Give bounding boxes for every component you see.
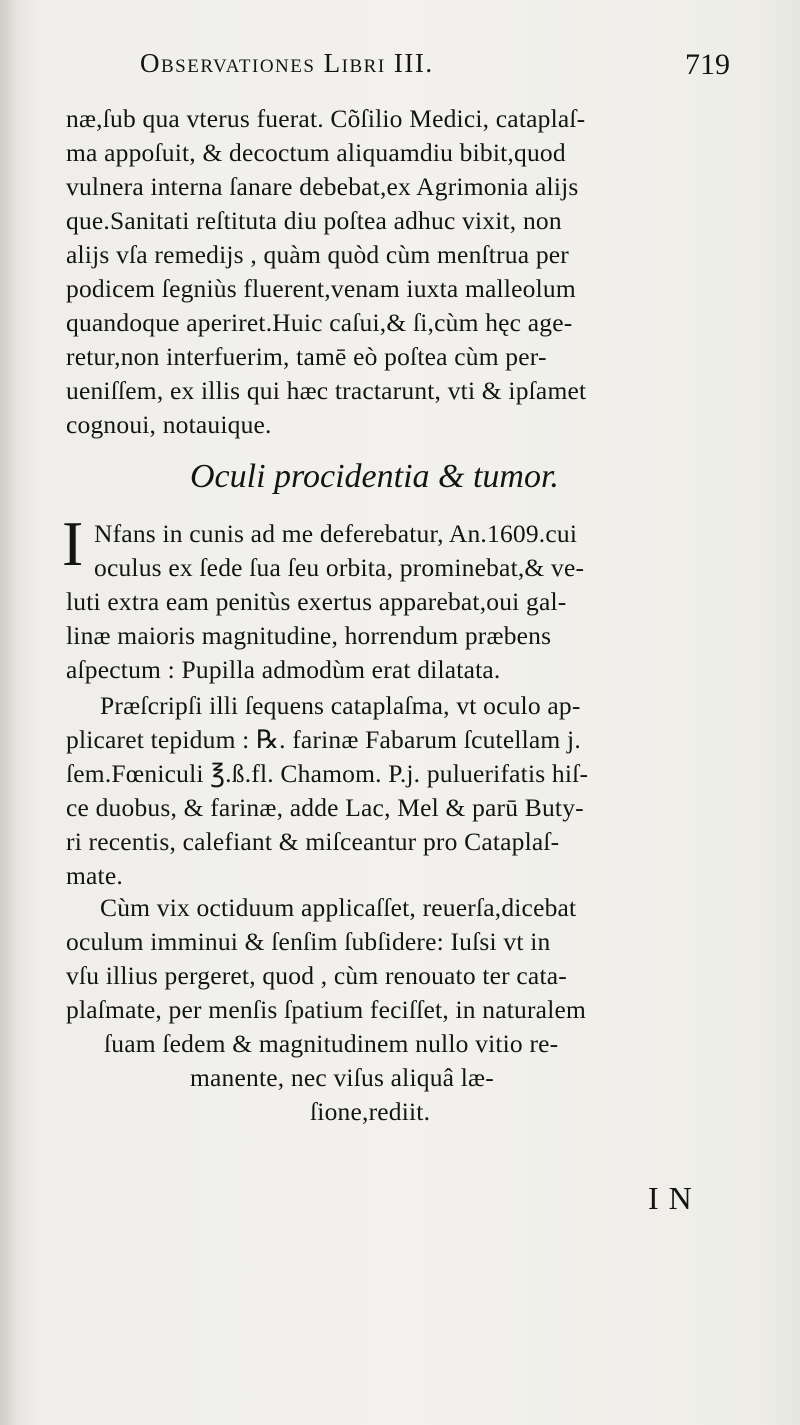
text-line: ma appoſuit, & decoctum aliquamdiu bibit,quod: [66, 138, 566, 167]
page-gutter-shadow: [0, 0, 18, 1425]
text-line: Nfans in cunis ad me deferebatur, An.1609.cui: [94, 519, 578, 548]
text-line: luti extra eam penitùs exertus apparebat,oui gal-: [66, 587, 567, 616]
text-line: Præſcripſi illi ſequens cataplaſma, vt oculo ap-: [100, 691, 581, 720]
text-line: linæ maioris magnitudine, horrendum præbens: [66, 621, 552, 650]
text-line: vulnera interna ſanare debebat,ex Agrimonia alijs: [66, 172, 579, 201]
text-line: ſione,rediit.: [310, 1097, 431, 1126]
catchword: IN: [648, 1180, 702, 1216]
text-line: retur,non interfuerim, tamē eò poſtea cùm per-: [66, 342, 547, 371]
text-line: ueniſſem, ex illis qui hæc tractarunt, vti & ipſamet: [66, 376, 587, 405]
text-line: plicaret tepidum : ℞. farinæ Fabarum ſcutellam j.: [66, 725, 581, 754]
page-number: 719: [685, 48, 730, 81]
text-line: aſpectum : Pupilla admodùm erat dilatata.: [66, 655, 501, 684]
text-line: mate.: [66, 861, 123, 890]
text-line: podicem ſegniùs fluerent,venam iuxta malleolum: [66, 274, 576, 303]
text-line: oculum imminui & ſenſim ſubſidere: Iuſsi vt in: [66, 927, 551, 956]
drop-initial: I: [62, 508, 84, 579]
text-line: oculus ex ſede ſua ſeu orbita, prominebat,& ve-: [94, 553, 585, 582]
running-title: Observationes Libri III.: [140, 48, 434, 78]
page-header: [140, 48, 730, 94]
text-line: ri recentis, calefiant & miſceantur pro Cataplaſ-: [66, 827, 560, 856]
section-heading: Oculi procidentia & tumor.: [190, 458, 559, 495]
text-line: ſuam ſedem & magnitudinem nullo vitio re-: [104, 1029, 559, 1058]
text-line: quandoque aperiret.Huic caſui,& ſi,cùm hęc age-: [66, 308, 573, 337]
text-line: ce duobus, & farinæ, adde Lac, Mel & parū Buty-: [66, 793, 584, 822]
text-line: plaſmate, per menſis ſpatium feciſſet, in naturalem: [66, 995, 587, 1024]
text-line: que.Sanitati reſtituta diu poſtea adhuc vixit, non: [66, 206, 562, 235]
text-line: vſu illius pergeret, quod , cùm renouato ter cata-: [66, 961, 567, 990]
text-line: næ,ſub qua vterus fuerat. Cõſilio Medici, cataplaſ-: [66, 104, 586, 133]
text-line: ſem.Fœniculi ℥.ß.fl. Chamom. P.j. puluerifatis hiſ-: [66, 759, 589, 788]
text-line: Cùm vix octiduum applicaſſet, reuerſa,dicebat: [100, 893, 577, 922]
text-line: alijs vſa remedijs , quàm quòd cùm menſtrua per: [66, 240, 569, 269]
text-line: manente, nec viſus aliquâ læ-: [190, 1063, 494, 1092]
text-line: cognoui, notauique.: [66, 410, 272, 439]
